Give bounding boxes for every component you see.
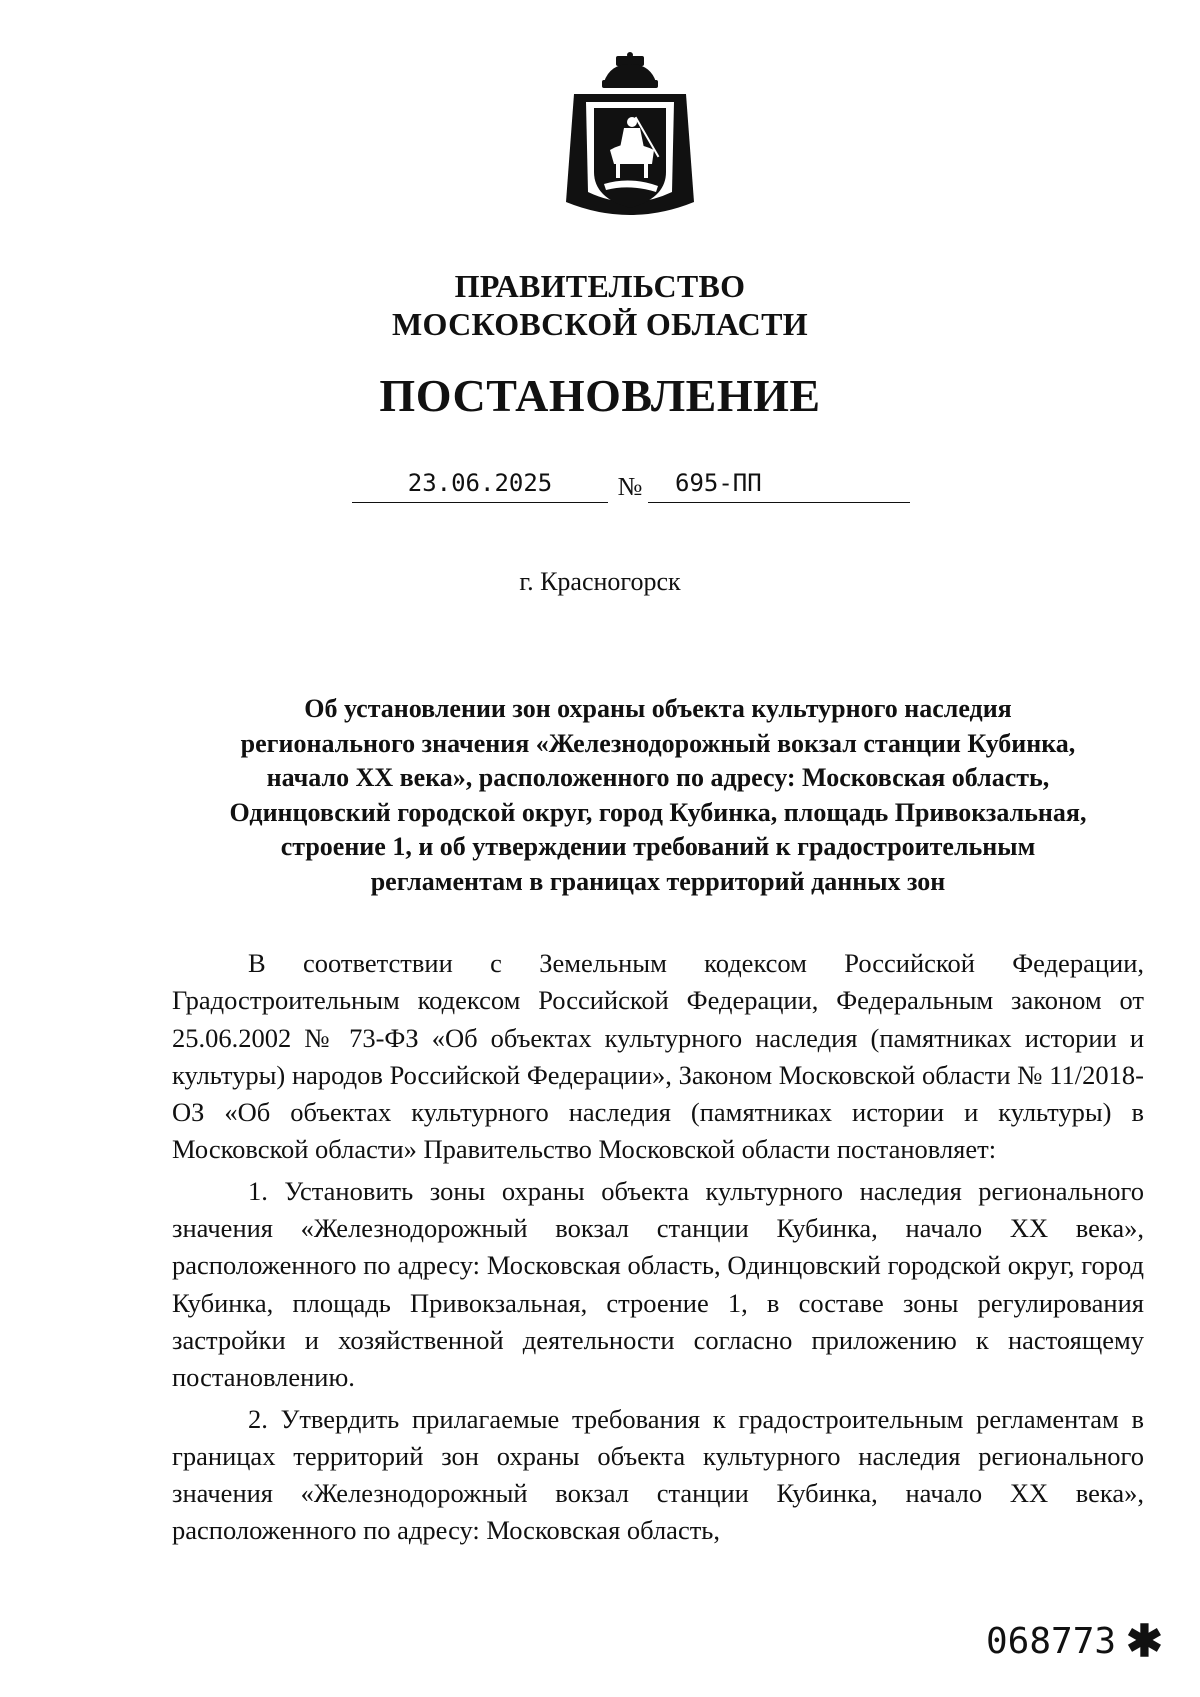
item-1-paragraph: 1. Установить зоны охраны объекта культурного наследия регионального значения «Железнодорожный вокзал станции Кубинка, начало XX века», расположенного по адресу: Московская область, Одинцовский городской округ, город Кубинка, площадь Привокзальная, строение 1, в составе зоны регулирования застройки и хозяйственной деятельности согласно приложению к настоящему постановлению. (172, 1175, 1144, 1393)
org-name-line1: ПРАВИТЕЛЬСТВО (454, 268, 746, 304)
title-line: регионального значения «Железнодорожный вокзал станции Кубинка, (240, 728, 1076, 758)
asterisk-mark: ✱ (1126, 1617, 1163, 1666)
serial-number: 068773 (986, 1621, 1117, 1662)
title-line: начало XX века», расположенного по адресу: Московская область, (266, 763, 1050, 793)
document-type: ПОСТАНОВЛЕНИЕ (379, 370, 821, 421)
number-sign: № (617, 472, 643, 501)
title-line: Об установлении зон охраны объекта культурного наследия (304, 694, 1012, 723)
number-underline (648, 502, 910, 503)
document-date: 23.06.2025 (407, 469, 553, 497)
document-number: 695-ПП (675, 469, 762, 497)
preamble-paragraph: В соответствии с Земельным кодексом Российской Федерации, Градостроительным кодексом Российской Федерации, Федеральным законом от 25.06.2002 № 73-ФЗ «Об объектах культурного наследия (памятниках истории и культуры) народов Российской Федерации», Законом Московской области № 11/2018-ОЗ «Об объектах культурного наследия (памятниках истории и культуры) в Московской области» Правительство Московской области постановляет: (172, 948, 1144, 1165)
city: г. Красногорск (519, 567, 681, 596)
org-name-line2: МОСКОВСКОЙ ОБЛАСТИ (392, 306, 808, 342)
date-underline (352, 502, 608, 503)
title-line: регламентам в границах территорий данных зон (370, 866, 946, 896)
title-line: строение 1, и об утверждении требований к градостроительным (280, 832, 1036, 862)
document-body (172, 945, 1144, 1550)
coat-of-arms-icon (560, 52, 700, 230)
document-title (190, 692, 1126, 900)
item-2-paragraph: 2. Утвердить прилагаемые требования к градостроительным регламентам в границах территорий зон охраны объекта культурного наследия регионального значения «Железнодорожный вокзал станции Кубинка, начало XX века», расположенного по адресу: Московская область, (172, 1403, 1144, 1546)
title-line: Одинцовский городской округ, город Кубинка, площадь Привокзальная, (229, 797, 1087, 827)
